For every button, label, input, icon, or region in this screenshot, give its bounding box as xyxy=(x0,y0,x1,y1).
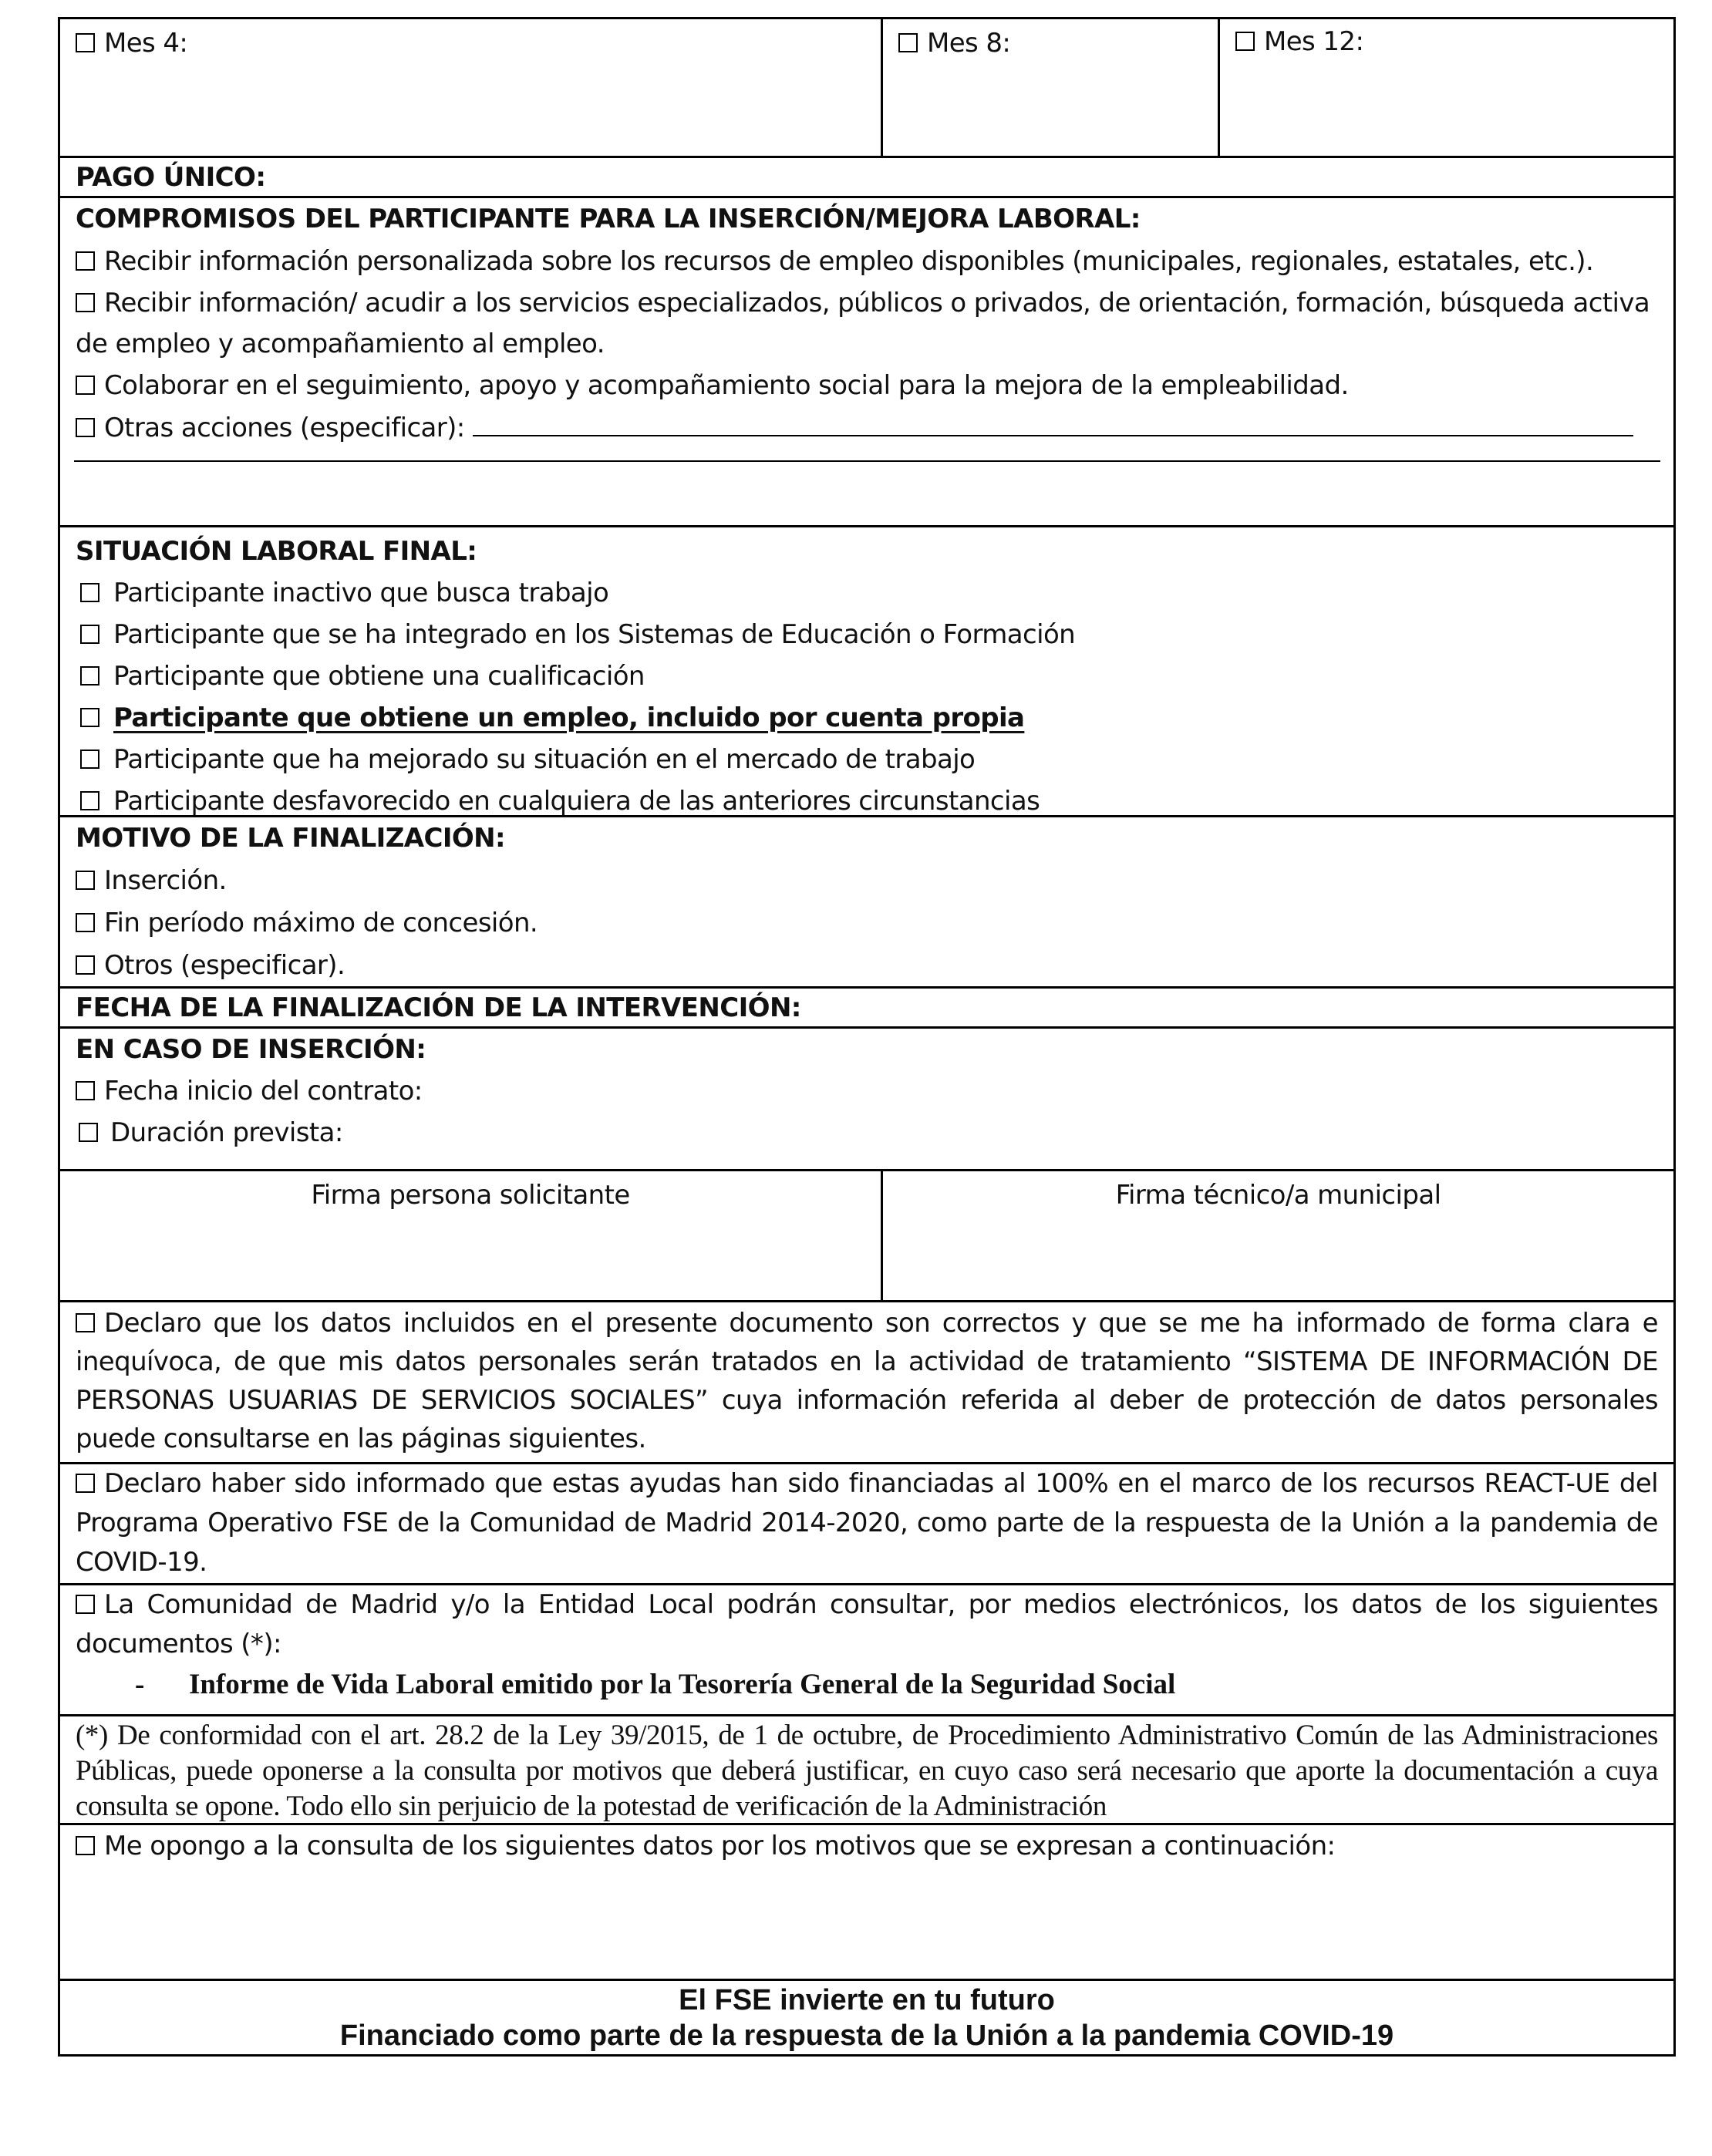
declaracion-datos-row xyxy=(58,1302,1676,1464)
situacion-item: Participante desfavorecido en cualquiera de las anteriores circunstancias xyxy=(76,780,1658,822)
firma-tecnico-cell[interactable] xyxy=(881,1171,1673,1300)
footer-row xyxy=(58,1981,1676,2057)
firma-solicitante-cell[interactable] xyxy=(60,1171,881,1300)
compromiso-checkbox[interactable] xyxy=(76,293,95,312)
motivo-item: Inserción. xyxy=(76,860,1658,902)
nota-legal-text: (*) De conformidad con el art. 28.2 de la Ley 39/2015, de 1 de octubre, de Procedimiento Administrativo Común de las Administraciones Públicas, puede oponerse a la consulta por motivos que deberá justificar, en cuyo caso será necesario que aporte la documentación a cuya consulta se opone. Todo ello sin perjuicio de la potestad de verificación de la Administración xyxy=(76,1720,1658,1822)
motivo-item: Fin período máximo de concesión. xyxy=(76,902,1658,945)
fecha-inicio-checkbox[interactable] xyxy=(76,1081,95,1100)
insercion-item: Fecha inicio del contrato: xyxy=(76,1070,1658,1112)
situacion-checkbox[interactable] xyxy=(80,750,99,769)
firma-solicitante-label: Firma persona solicitante xyxy=(311,1180,630,1211)
motivo-checkbox[interactable] xyxy=(76,913,95,932)
otras-acciones-item xyxy=(76,407,1658,450)
duracion-checkbox[interactable] xyxy=(79,1123,98,1142)
declaracion-financiacion-checkbox[interactable] xyxy=(76,1474,95,1493)
motivo-item: Otros (especificar). xyxy=(76,945,1658,987)
firma-tecnico-label: Firma técnico/a municipal xyxy=(1115,1180,1441,1211)
compromiso-item: Recibir información/ acudir a los servicios especializados, públicos o privados, de orientación, formación, búsqueda activa de empleo y acompañamiento al empleo. xyxy=(76,288,1650,359)
oposicion-row xyxy=(58,1825,1676,1981)
month-4-cell xyxy=(60,19,881,156)
month-12-label: Mes 12: xyxy=(1264,26,1364,57)
situacion-item: Participante que obtiene una cualificación xyxy=(76,655,1658,697)
motivo-checkbox[interactable] xyxy=(76,871,95,890)
oposicion-text: Me opongo a la consulta de los siguientes datos por los motivos que se expresan a continuación: xyxy=(104,1831,1336,1861)
situacion-item: Participante que ha mejorado su situación en el mercado de trabajo xyxy=(76,739,1658,780)
month-4-label: Mes 4: xyxy=(104,28,188,59)
situacion-checkbox[interactable] xyxy=(80,625,99,644)
insercion-item: Duración prevista: xyxy=(76,1112,1658,1154)
consulta-bullet: - xyxy=(135,1669,145,1700)
otras-acciones-line-2[interactable] xyxy=(74,460,1660,462)
compromisos-section xyxy=(58,198,1676,527)
firmas-row xyxy=(58,1171,1676,1302)
compromiso-item: Colaborar en el seguimiento, apoyo y acompañamiento social para la mejora de la empleabilidad. xyxy=(76,365,1658,407)
compromiso-checkbox[interactable] xyxy=(76,376,95,395)
footer-line-1: El FSE invierte en tu futuro xyxy=(679,1984,1055,2016)
declaracion-datos-text: Declaro que los datos incluidos en el presente documento son correctos y que se me ha informado de forma clara e inequívoca, de que mis datos personales serán tratados en la actividad de tratamiento “SISTEMA DE INFORMACIÓN DE PERSONAS USUARIAS DE SERVICIOS SOCIALES” cuya información referida al deber de protección de datos personales puede consultarse en las páginas siguientes. xyxy=(76,1308,1658,1454)
consulta-document xyxy=(76,1664,1658,1706)
nota-legal-row xyxy=(58,1716,1676,1825)
month-8-checkbox[interactable] xyxy=(898,33,918,52)
month-8-label: Mes 8: xyxy=(927,28,1011,59)
compromisos-heading: COMPROMISOS DEL PARTICIPANTE PARA LA INSERCIÓN/MEJORA LABORAL: xyxy=(76,204,1141,234)
situacion-section xyxy=(58,527,1676,817)
declaracion-financiacion-text: Declaro haber sido informado que estas ayudas han sido financiadas al 100% en el marco de los recursos REACT-UE del Programa Operativo FSE de la Comunidad de Madrid 2014-2020, como parte de la respuesta de la Unión a la pandemia de COVID-19. xyxy=(76,1468,1658,1578)
oposicion-checkbox[interactable] xyxy=(76,1836,95,1855)
insercion-section xyxy=(58,1029,1676,1171)
situacion-heading: SITUACIÓN LABORAL FINAL: xyxy=(76,536,477,567)
consulta-row xyxy=(58,1585,1676,1716)
motivo-checkbox[interactable] xyxy=(76,955,95,975)
situacion-checkbox[interactable] xyxy=(80,708,99,727)
motivo-section xyxy=(58,817,1676,989)
consulta-checkbox[interactable] xyxy=(76,1595,95,1614)
month-12-cell xyxy=(1218,19,1673,156)
declaracion-datos-checkbox[interactable] xyxy=(76,1313,95,1332)
otras-acciones-label: Otras acciones (especificar): xyxy=(104,413,465,443)
footer-line-2: Financiado como parte de la respuesta de la Unión a la pandemia COVID-19 xyxy=(339,2020,1394,2052)
months-row xyxy=(58,17,1676,158)
form-table xyxy=(58,17,1676,2057)
fecha-finalizacion-label: FECHA DE LA FINALIZACIÓN DE LA INTERVENCIÓN: xyxy=(76,992,801,1023)
pago-unico-row xyxy=(58,158,1676,198)
pago-unico-label: PAGO ÚNICO: xyxy=(76,162,266,193)
otras-acciones-line[interactable] xyxy=(473,407,1633,436)
consulta-text: La Comunidad de Madrid y/o la Entidad Local podrán consultar, por medios electrónicos, los datos de los siguientes documentos (*): xyxy=(76,1589,1658,1659)
month-12-checkbox[interactable] xyxy=(1235,32,1255,51)
situacion-item: Participante inactivo que busca trabajo xyxy=(76,572,1658,614)
declaracion-financiacion-row xyxy=(58,1464,1676,1585)
month-8-cell xyxy=(881,19,1218,156)
situacion-checkbox[interactable] xyxy=(80,666,99,686)
situacion-item: Participante que obtiene un empleo, incluido por cuenta propia xyxy=(76,697,1658,739)
compromiso-item: Recibir información personalizada sobre los recursos de empleo disponibles (municipales, regionales, estatales, etc.). xyxy=(76,241,1658,283)
motivo-heading: MOTIVO DE LA FINALIZACIÓN: xyxy=(76,823,506,854)
month-4-checkbox[interactable] xyxy=(76,33,95,52)
situacion-checkbox[interactable] xyxy=(80,791,99,810)
otras-acciones-checkbox[interactable] xyxy=(76,418,95,437)
consulta-text-wrap xyxy=(76,1585,1658,1664)
situacion-checkbox[interactable] xyxy=(80,583,99,602)
situacion-item: Participante que se ha integrado en los Sistemas de Educación o Formación xyxy=(76,614,1658,655)
compromiso-checkbox[interactable] xyxy=(76,251,95,271)
consulta-document-name: Informe de Vida Laboral emitido por la Tesorería General de la Seguridad Social xyxy=(189,1669,1176,1700)
insercion-heading: EN CASO DE INSERCIÓN: xyxy=(76,1034,426,1065)
fecha-finalizacion-row xyxy=(58,989,1676,1029)
